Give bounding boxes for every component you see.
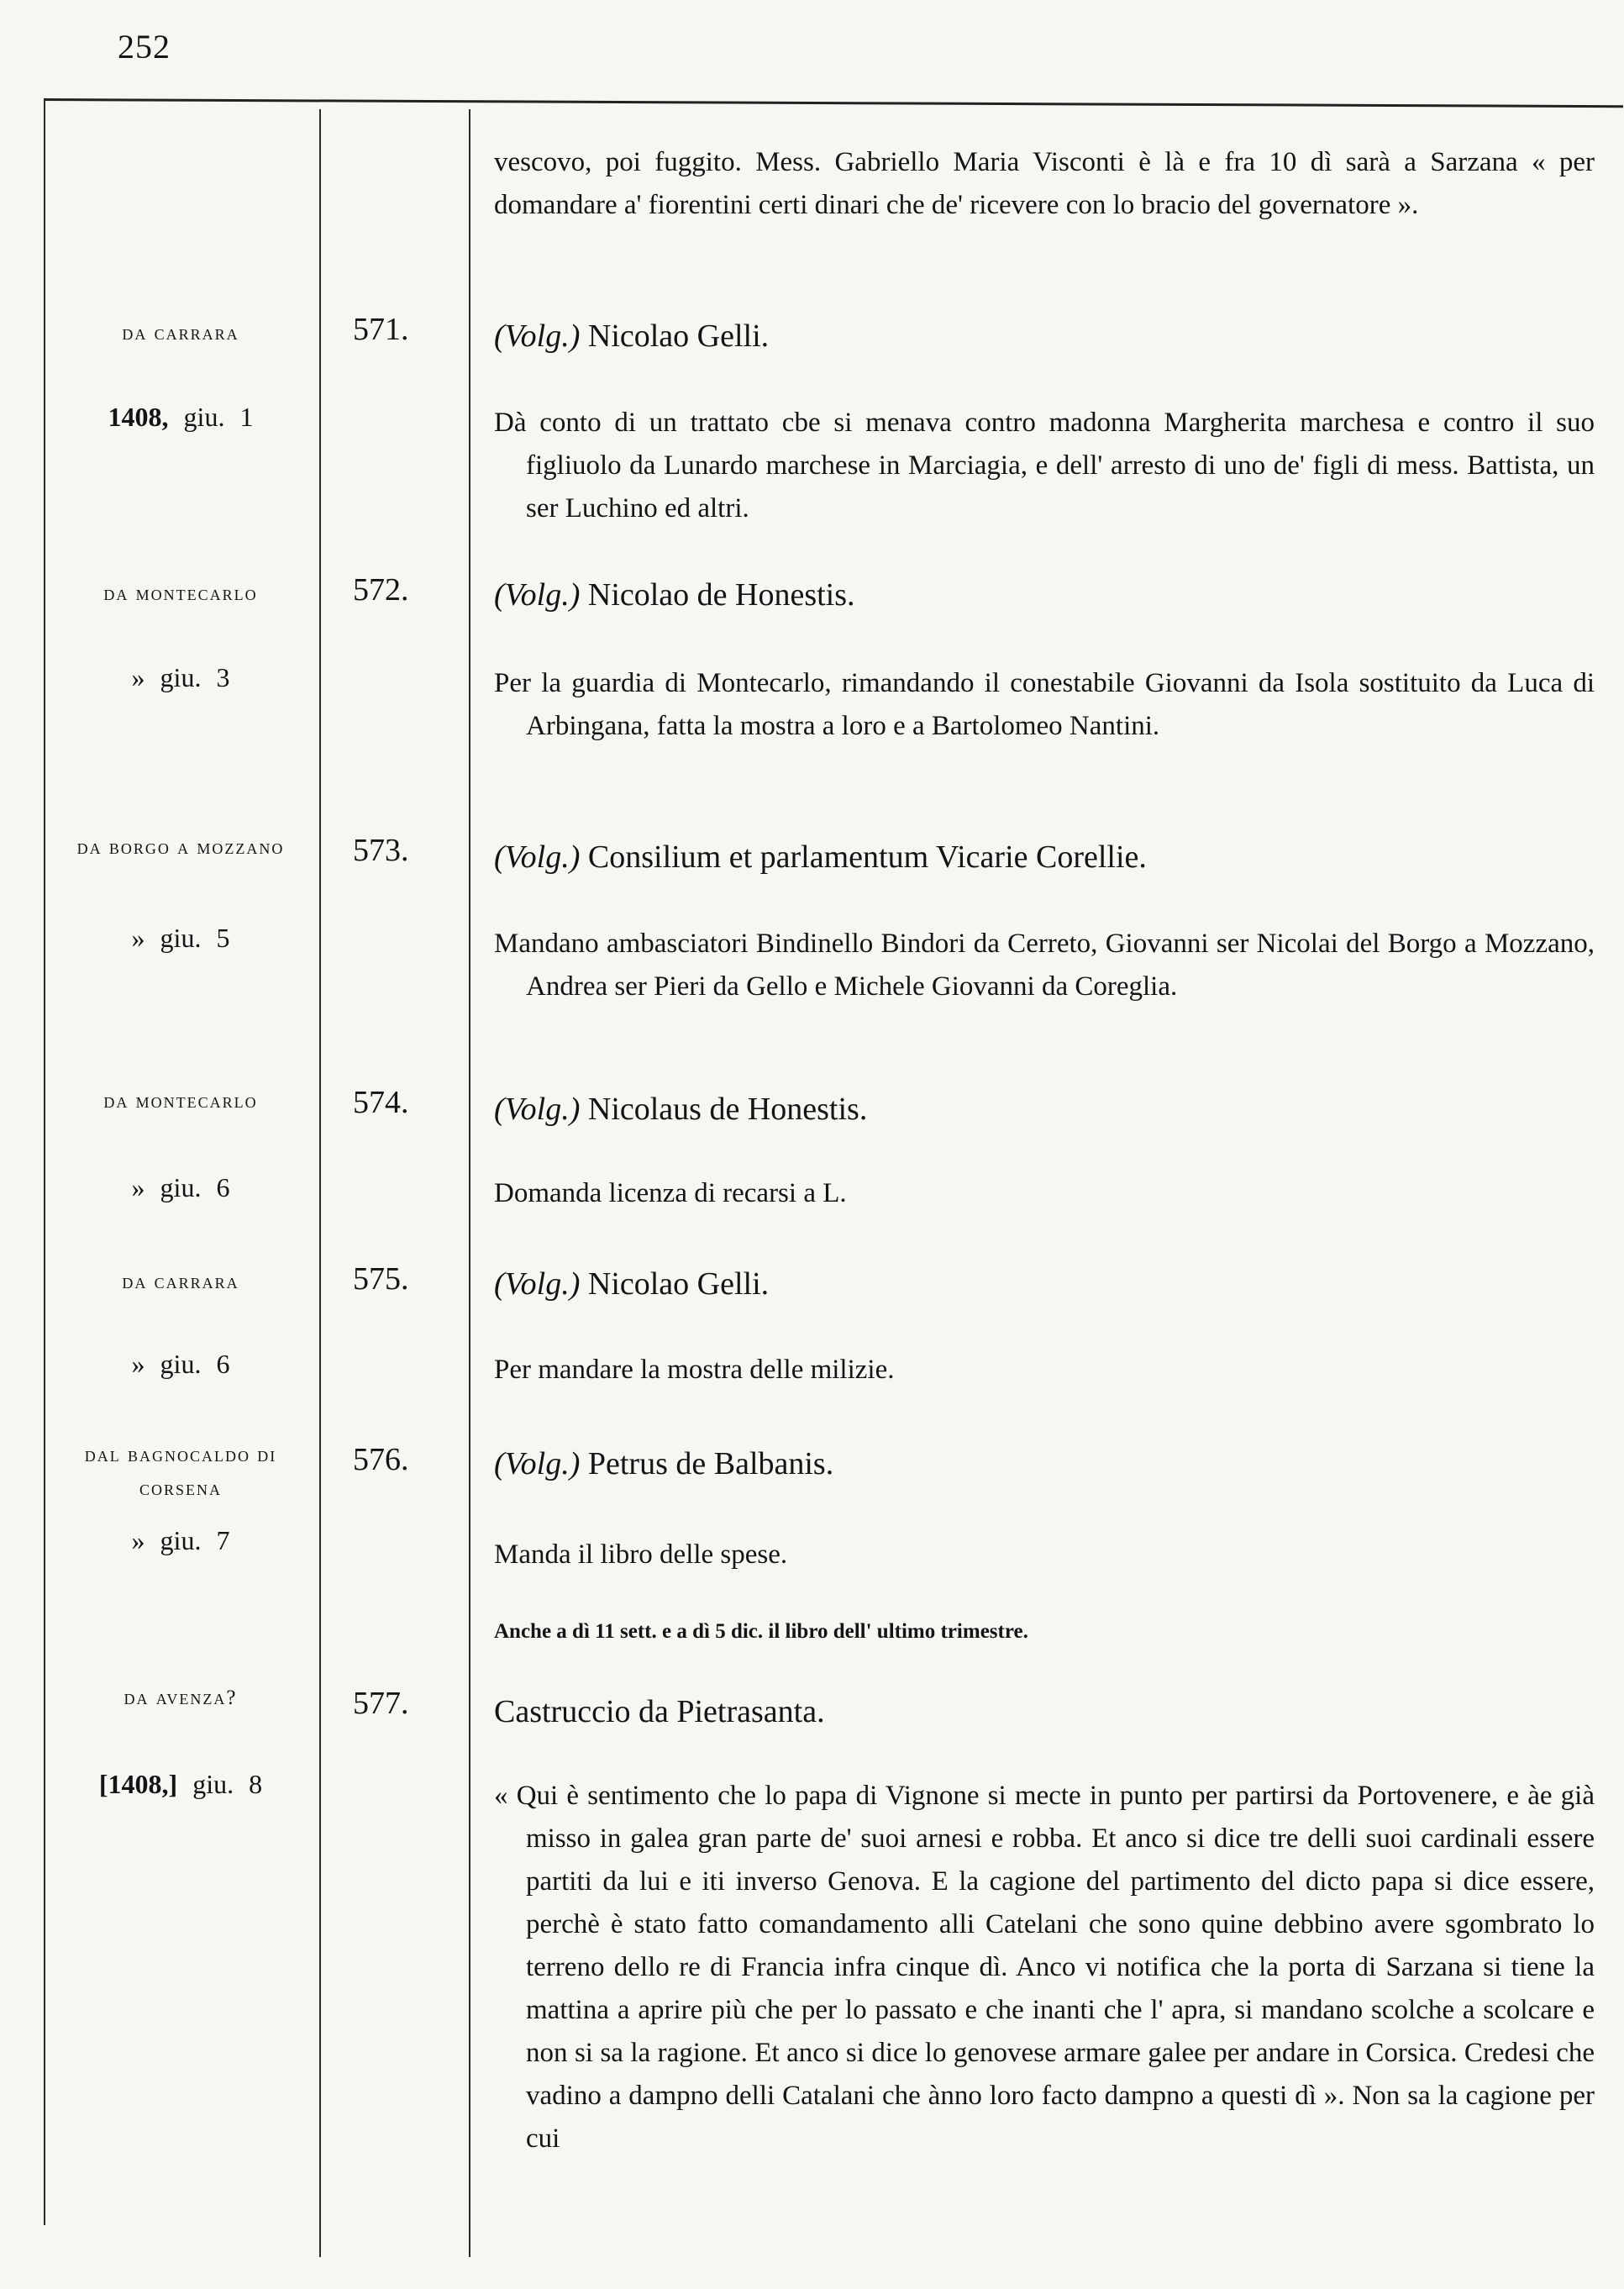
entry-number: 576.: [353, 1442, 409, 1477]
ditto-mark: »: [131, 1172, 145, 1202]
entry-summary: Dà conto di un trattato cbe si menava contro madonna Margherita marchesa e contro il suo figliuolo da Lunardo marchese in Marciagia, e dell' arresto di uno de' figli di mess. Battista, un ser Luchino ed altri.: [494, 408, 1595, 524]
entry-summary: Per la guardia di Montecarlo, rimandando il conestabile Giovanni da Isola sostituito da Luca di Arbingana, fatta la mostra a loro e a Bartolomeo Nantini.: [494, 668, 1595, 741]
entry-summary: Domanda licenza di recarsi a L.: [494, 1178, 847, 1208]
entry-day: giu. 6: [160, 1349, 230, 1379]
entry-number: 577.: [353, 1686, 409, 1721]
entry-date: [50, 1349, 311, 1380]
entry-number: 571.: [353, 312, 409, 347]
entry-sender: Nicolao de Honestis.: [587, 577, 855, 613]
ditto-mark: »: [131, 1349, 145, 1379]
entry-day: giu. 7: [160, 1525, 230, 1555]
volg-label: (Volg.): [494, 1266, 581, 1302]
entry-summary: Manda il libro delle spese.: [494, 1539, 788, 1570]
header-rule: [44, 98, 1623, 108]
volg-label: (Volg.): [494, 1446, 581, 1481]
entry-year: [1408,]: [98, 1769, 178, 1799]
entry-summary: Per mandare la mostra delle milizie.: [494, 1355, 895, 1385]
entry-summary: Mandano ambasciatori Bindinello Bindori da Cerreto, Giovanni ser Nicolai del Borgo a Mozzano, Andrea ser Pieri da Gello e Michele Giovanni da Coreglia.: [494, 929, 1595, 1002]
entry-title: [494, 1445, 1595, 1482]
entry-day: giu. 6: [160, 1172, 230, 1202]
volg-label: (Volg.): [494, 839, 581, 875]
column-divider-date: [319, 109, 321, 2257]
continuation-paragraph: vescovo, poi fuggito. Mess. Gabriello Maria Visconti è là e fra 10 dì sarà a Sarzana « per domandare a' fiorentini certi dinari che de' ricevere con lo bracio del governatore ».: [494, 147, 1595, 220]
entry-title: [494, 576, 1595, 613]
entry-title: [494, 1693, 1595, 1730]
entry-sender: Nicolaus de Honestis.: [587, 1092, 868, 1127]
entry-date: [50, 1172, 311, 1203]
entry-sender: Castruccio da Pietrasanta.: [494, 1694, 825, 1729]
entry-date: [50, 1769, 311, 1800]
entry-date: [50, 402, 311, 433]
entry-sender: Nicolao Gelli.: [587, 318, 770, 354]
ditto-mark: »: [131, 662, 145, 692]
entry-place: da borgo a mozzano: [76, 836, 285, 859]
entry-place: da montecarlo: [103, 582, 258, 605]
entry-date: [50, 1525, 311, 1556]
entry-place: dal bagnocaldo di corsena: [84, 1444, 277, 1500]
entry-place: da carrara: [122, 322, 239, 345]
entry-place: da avenza?: [124, 1686, 238, 1709]
entry-title: [494, 1091, 1595, 1128]
column-divider-number: [469, 109, 470, 2257]
volg-label: (Volg.): [494, 577, 581, 613]
entry-date: [50, 662, 311, 693]
entry-day: giu. 8: [192, 1769, 263, 1799]
entry-sender: Nicolao Gelli.: [587, 1266, 770, 1302]
entry-sender: Consilium et parlamentum Vicarie Corellie.: [587, 839, 1147, 875]
entry-year: 1408,: [108, 402, 169, 432]
entry-place: da montecarlo: [103, 1090, 258, 1113]
entry-date: [50, 923, 311, 954]
entry-place: da carrara: [122, 1271, 239, 1293]
entry-title: [494, 318, 1595, 355]
left-border-line: [44, 99, 45, 2225]
entry-summary: « Qui è sentimento che lo papa di Vignone si mecte in punto per partirsi da Portovenere, e àe già misso in galea gran parte de' suoi arnesi e robba. Et anco si dice tre delli suoi cardinali essere partiti da lui e iti inverso Genova. E la cagione del partimento del dicto papa si dice essere, perchè è stato fatto comandamento alli Catelani che sono quine debbino avere sgombrato lo terreno dello re di Francia infra cinque dì. Anco vi notifica che la porta di Sarzana si tiene la mattina a aprire più che per lo passato e che inanti che l' apra, si mandano scolche a scolcare e non si sa la ragione. Et anco si dice lo genovese armare galee per andare in Corsica. Credesi che vadino a dampno delli Catalani che ànno loro facto dampno a questi dì ». Non sa la cagione per cui: [494, 1781, 1595, 2154]
page-number: 252: [118, 28, 171, 66]
volg-label: (Volg.): [494, 318, 581, 354]
entry-number: 574.: [353, 1085, 409, 1120]
ditto-mark: »: [131, 923, 145, 953]
entry-day: giu. 3: [160, 662, 230, 692]
entry-title: [494, 839, 1595, 876]
ditto-mark: »: [131, 1525, 145, 1555]
entry-footnote: Anche a dì 11 sett. e a dì 5 dic. il libro dell' ultimo trimestre.: [494, 1620, 1028, 1643]
entry-sender: Petrus de Balbanis.: [587, 1446, 834, 1481]
entry-number: 572.: [353, 572, 409, 608]
volg-label: (Volg.): [494, 1092, 581, 1127]
entry-day: giu. 1: [183, 402, 254, 432]
entry-number: 573.: [353, 833, 409, 868]
entry-number: 575.: [353, 1261, 409, 1297]
entry-day: giu. 5: [160, 923, 230, 953]
entry-title: [494, 1266, 1595, 1302]
